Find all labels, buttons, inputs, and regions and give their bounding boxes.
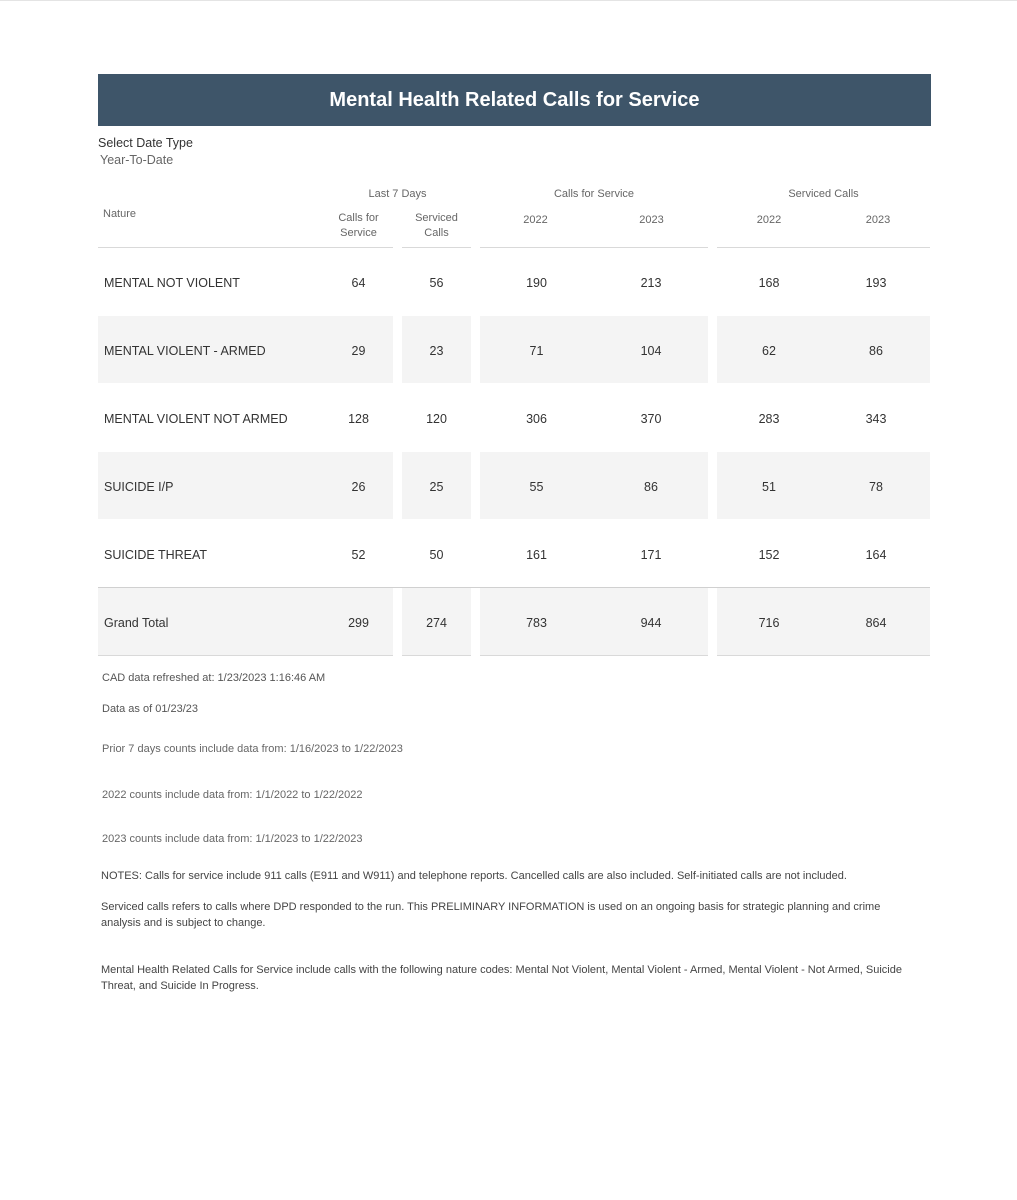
cell-value: 168 xyxy=(758,276,780,290)
total-value: 716 xyxy=(758,616,780,630)
cell-value: 25 xyxy=(429,480,444,494)
table-bottom-divider xyxy=(480,655,708,656)
cell-value: 55 xyxy=(529,480,544,494)
cell-value: 50 xyxy=(429,548,444,562)
total-value: 274 xyxy=(426,616,447,630)
cell-value: 56 xyxy=(429,276,444,290)
subheader-7d-calls-for-service: Calls for Service xyxy=(338,212,379,239)
cell-value: 104 xyxy=(640,344,662,358)
cell-value: 213 xyxy=(640,276,662,290)
header-divider xyxy=(402,247,471,248)
group-header-serviced-calls: Serviced Calls xyxy=(788,188,859,200)
row-nature-label: MENTAL NOT VIOLENT xyxy=(104,276,240,290)
table-bottom-divider xyxy=(402,655,471,656)
top-divider xyxy=(0,0,1017,1)
cell-value: 78 xyxy=(869,480,883,494)
counts-2023-range-text: 2023 counts include data from: 1/1/2023 to 1/22/2023 xyxy=(102,833,363,845)
header-divider xyxy=(98,247,324,248)
cell-value: 190 xyxy=(526,276,547,290)
subheader-cfs-2022: 2022 xyxy=(523,214,548,226)
cell-value: 171 xyxy=(640,548,662,562)
date-type-select[interactable]: Year-To-Date xyxy=(100,153,174,167)
notes-serviced-calls: Serviced calls refers to calls where DPD responded to the run. This PRELIMINARY INFORMATION is used on an ongoing basis for strategic planning and crime analysis and is subject to change. xyxy=(101,901,881,929)
notes-calls-for-service: NOTES: Calls for service include 911 calls (E911 and W911) and telephone reports. Cancelled calls are also included. Self-initiated calls are not included. xyxy=(101,870,847,882)
cell-value: 71 xyxy=(529,344,544,358)
total-top-divider xyxy=(98,587,930,588)
header-divider xyxy=(480,247,708,248)
cell-value: 283 xyxy=(758,412,780,426)
page-title: Mental Health Related Calls for Service xyxy=(98,74,931,126)
subheader-sc-2023: 2023 xyxy=(865,214,891,226)
row-nature-label: SUICIDE THREAT xyxy=(104,548,208,562)
cad-refreshed-text: CAD data refreshed at: 1/23/2023 1:16:46 AM xyxy=(102,672,326,684)
group-header-last-7-days: Last 7 Days xyxy=(368,188,427,200)
cell-value: 51 xyxy=(762,480,776,494)
total-value: 299 xyxy=(348,616,369,630)
grand-total-label: Grand Total xyxy=(104,616,169,630)
data-as-of-text: Data as of 01/23/23 xyxy=(102,703,199,715)
cell-value: 120 xyxy=(426,412,447,426)
cell-value: 23 xyxy=(429,344,444,358)
total-value: 944 xyxy=(640,616,662,630)
table-bottom-divider xyxy=(717,655,930,656)
cell-value: 29 xyxy=(351,344,366,358)
table-bottom-divider xyxy=(98,655,393,656)
cell-value: 86 xyxy=(644,480,658,494)
cell-value: 86 xyxy=(869,344,883,358)
date-type-label: Select Date Type xyxy=(98,136,193,150)
counts-2022-range-text: 2022 counts include data from: 1/1/2022 to 1/22/2022 xyxy=(102,789,363,801)
cell-value: 306 xyxy=(526,412,547,426)
cell-value: 128 xyxy=(348,412,369,426)
total-value: 864 xyxy=(865,616,887,630)
subheader-sc-2022: 2022 xyxy=(756,214,782,226)
subheader-cfs-2023: 2023 xyxy=(639,214,664,226)
row-nature-label: SUICIDE I/P xyxy=(104,480,174,494)
cell-value: 161 xyxy=(526,548,547,562)
nature-column-header: Nature xyxy=(103,208,137,220)
prior-7-days-range-text: Prior 7 days counts include data from: 1/16/2023 to 1/22/2023 xyxy=(102,743,403,755)
header-divider xyxy=(324,247,393,248)
group-header-calls-for-service: Calls for Service xyxy=(553,188,635,200)
cell-value: 193 xyxy=(865,276,887,290)
row-nature-label: MENTAL VIOLENT - ARMED xyxy=(104,344,266,358)
cell-value: 62 xyxy=(762,344,776,358)
notes-nature-codes: Mental Health Related Calls for Service include calls with the following nature codes: Mental Not Violent, Mental Violent - Armed, Mental Violent - Not Armed, Suicide Threat, and Suicide In Progress. xyxy=(101,964,902,992)
header-divider xyxy=(717,247,930,248)
cell-value: 52 xyxy=(351,548,366,562)
cell-value: 370 xyxy=(640,412,662,426)
cell-value: 343 xyxy=(865,412,887,426)
cell-value: 152 xyxy=(758,548,780,562)
cell-value: 64 xyxy=(351,276,366,290)
subheader-7d-serviced-calls: Serviced Calls xyxy=(415,212,458,239)
cell-value: 164 xyxy=(865,548,887,562)
total-value: 783 xyxy=(526,616,547,630)
cell-value: 26 xyxy=(351,480,366,494)
row-nature-label: MENTAL VIOLENT NOT ARMED xyxy=(104,412,288,426)
